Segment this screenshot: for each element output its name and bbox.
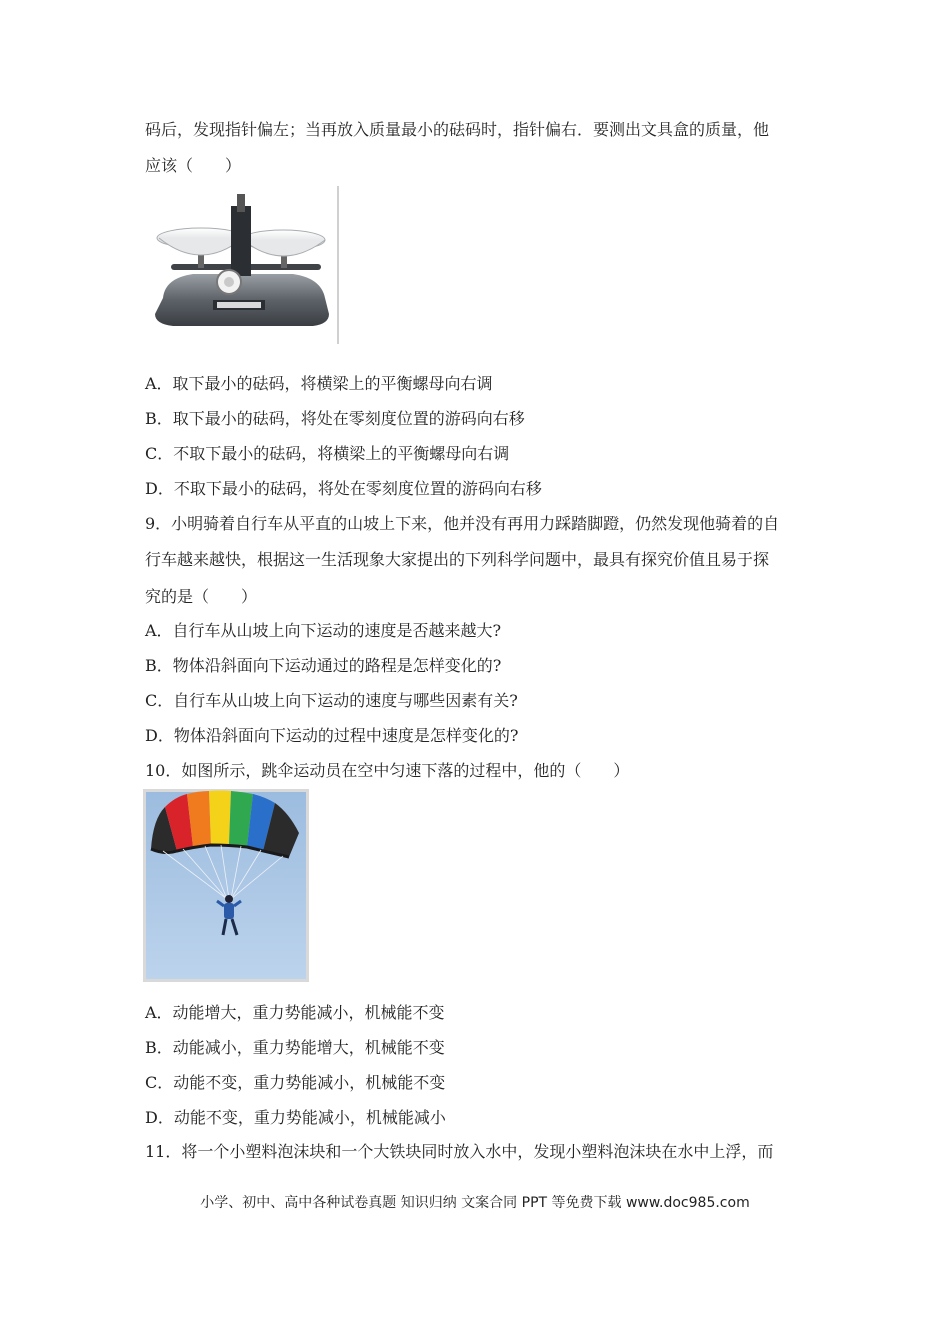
q8-option-a: A．取下最小的砝码，将横梁上的平衡螺母向右调 [145,374,493,393]
q10-option-d: D．动能不变，重力势能减小，机械能减小 [145,1108,446,1127]
q8-stem-line2: 应该（ ） [145,156,242,175]
q9-option-c: C．自行车从山坡上向下运动的速度与哪些因素有关? [145,691,518,710]
q9-stem-line3: 究的是（ ） [145,587,258,606]
q8-option-c: C．不取下最小的砝码，将横梁上的平衡螺母向右调 [145,444,510,463]
q9-option-d: D．物体沿斜面向下运动的过程中速度是怎样变化的? [145,726,519,745]
q10-option-b: B．动能减小，重力势能增大，机械能不变 [145,1038,445,1057]
q10-stem: 10．如图所示，跳伞运动员在空中匀速下落的过程中，他的（ ） [145,761,630,780]
q10-option-c: C．动能不变，重力势能减小，机械能不变 [145,1073,446,1092]
q9-option-a: A．自行车从山坡上向下运动的速度是否越来越大? [145,621,502,640]
page-footer: 小学、初中、高中各种试卷真题 知识归纳 文案合同 PPT 等免费下载 www.doc985.com [200,1195,750,1211]
parachute-image [143,789,309,982]
q8-option-d: D．不取下最小的砝码，将处在零刻度位置的游码向右移 [145,479,542,498]
balance-scale-image [143,186,341,344]
q9-stem-line2: 行车越来越快，根据这一生活现象大家提出的下列科学问题中，最具有探究价值且易于探 [145,550,770,569]
q9-option-b: B．物体沿斜面向下运动通过的路程是怎样变化的? [145,656,502,675]
q8-option-b: B．取下最小的砝码，将处在零刻度位置的游码向右移 [145,409,525,428]
q10-option-a: A．动能增大，重力势能减小，机械能不变 [145,1003,445,1022]
q11-stem-line1: 11．将一个小塑料泡沫块和一个大铁块同时放入水中，发现小塑料泡沫块在水中上浮，而 [145,1142,774,1161]
q8-stem-line1: 码后，发现指针偏左；当再放入质量最小的砝码时，指针偏右．要测出文具盒的质量，他 [145,120,770,139]
q9-stem-line1: 9．小明骑着自行车从平直的山坡上下来，他并没有再用力踩踏脚蹬，仍然发现他骑着的自 [145,514,780,533]
